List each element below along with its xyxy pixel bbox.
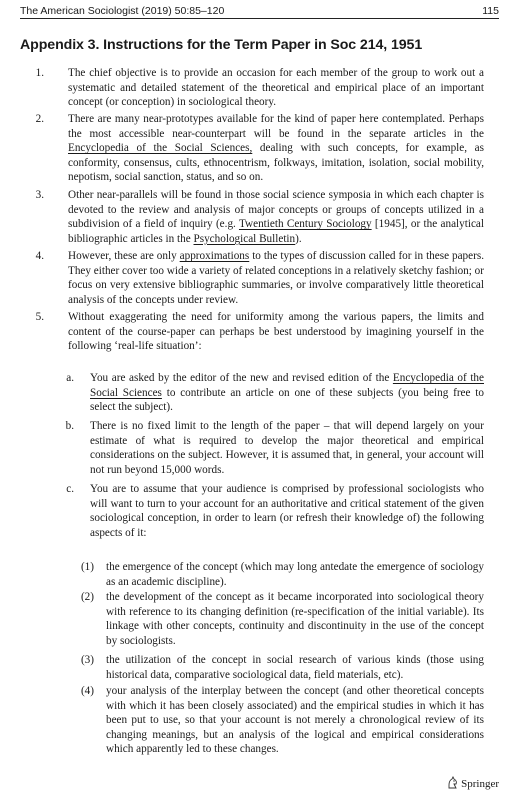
list-item-5 [35, 310, 484, 354]
item-number: 5. [35, 311, 44, 323]
aspect-text: the emergence of the concept (which may long antedate the emergence of sociology as an academic discipline). [106, 561, 484, 588]
aspect-4 [80, 684, 484, 757]
item-number: 2. [35, 113, 44, 125]
emphasized-word: approximations [179, 250, 250, 262]
subitem-letter: c. [66, 483, 74, 495]
item-text: The chief objective is to provide an occasion for each member of the group to work out a systematic and detailed statement of the theoretical and empirical place of an important concept (or conception) in sociological theory. [68, 67, 484, 109]
item-text: to the types of discussion called for in these papers. They either cover too wide a variety of related conceptions in a relatively sketchy fashion; or focus on very extensive bibliographic summaries, or involve comparatively little theoretical analysis of the concepts under review. [68, 250, 484, 306]
running-header [20, 2, 499, 19]
subitem-text: There is no fixed limit to the length of the paper – that will depend largely on your estimate of what is required to develop the major theoretical and empirical considerations on the subject. However, it is assumed that, in general, your account will not run beyond 15,000 words. [90, 420, 484, 476]
item-text: Without exaggerating the need for uniformity among the various papers, the limits and content of the course-paper can perhaps be best understood by imagining yourself in the following ‘real-life situation’: [68, 311, 484, 353]
subitem-text: You are to assume that your audience is comprised by professional sociologists who will want to turn to your account for an authoritative and critical statement of the given sociological conception, in order to learn (or refresh their knowledge of) the following aspects of it: [90, 483, 484, 539]
list-item-4 [35, 249, 484, 307]
aspect-number: (3) [80, 654, 94, 666]
item-text: dealing with such concepts, for example, as conformity, consensus, cults, ethnocentrism, folkways, imitation, isolation, social mobility, nepotism, social sanction, status, and so on. [68, 142, 484, 184]
item-text: Other near-parallels will be found in those social science symposia in which each chapter is devoted to the review and analysis of major concepts or groups of concepts utilized in a subdivision of a field of inquiry (e.g. [68, 189, 484, 231]
aspect-text: your analysis of the interplay between the concept (and other theoretical concepts with which it has been closely associated) and the empirical studies in which it has been put to use, so that your account is not merely a chronological review of its changing meanings, but an analysis of the logical and empirical considerations which apparently led to these changes. [106, 685, 484, 756]
item-number: 3. [35, 189, 44, 201]
aspect-text: the utilization of the concept in social research of various kinds (those using historical data, comparative sociological data, field materials, etc). [106, 654, 484, 681]
item-text: However, these are only [68, 250, 180, 262]
page-number: 115 [482, 5, 499, 17]
appendix-title: Appendix 3. Instructions for the Term Paper in Soc 214, 1951 [20, 37, 423, 53]
publisher-mark [447, 776, 499, 792]
publisher-name: Springer [461, 778, 499, 790]
list-item-1 [35, 66, 484, 110]
aspect-1 [80, 560, 484, 589]
item-text: There are many near-prototypes available for the kind of paper here contemplated. Perhaps the most accessible near-counterpart will be found in the separate articles in the [68, 113, 484, 140]
subitem-b [65, 419, 484, 477]
subitem-c [66, 482, 484, 540]
book-reference: Twentieth Century Sociology [238, 218, 372, 231]
journal-citation: The American Sociologist (2019) 50:85–120 [20, 5, 225, 17]
aspect-text: the development of the concept as it became incorporated into sociological theory with reference to its changing definition (re-specification of the initial variable). Its linkage with other concepts, continuity and discontinuity in the use of the concept by sociologists. [106, 591, 484, 647]
aspect-number: (1) [80, 561, 94, 573]
item-number: 4. [35, 250, 44, 262]
item-text: [1945], or the analytical bibliographic articles in the [68, 218, 484, 245]
aspect-number: (4) [80, 685, 94, 697]
springer-knight-icon [447, 776, 458, 792]
aspect-2 [80, 590, 484, 648]
subitem-letter: a. [66, 372, 74, 384]
aspect-3 [80, 653, 484, 682]
list-item-2 [35, 112, 484, 185]
subitem-a [66, 371, 484, 415]
subitem-text: to contribute an article on one of these subjects (you being free to select the subject). [90, 386, 484, 414]
list-item-3 [35, 188, 484, 246]
journal-reference: Psychological Bulletin [193, 232, 296, 245]
item-number: 1. [35, 67, 44, 79]
encyclopedia-reference: Encyclopedia of the Social Sciences [90, 372, 484, 399]
item-text: ). [295, 232, 302, 245]
subitem-text: You are asked by the editor of the new and revised edition of the [90, 372, 393, 384]
subitem-letter: b. [65, 420, 74, 432]
aspect-number: (2) [80, 591, 94, 603]
encyclopedia-reference: Encyclopedia of the Social Sciences, [68, 142, 253, 155]
